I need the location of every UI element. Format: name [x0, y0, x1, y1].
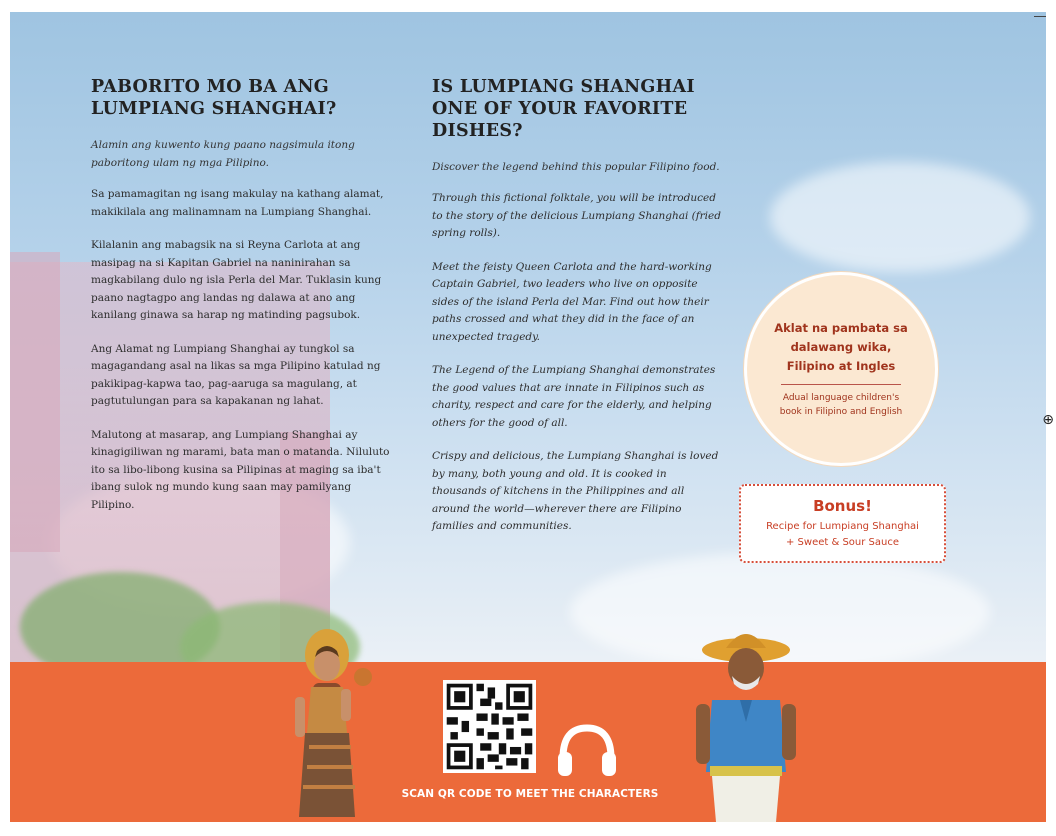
english-paragraph: The Legend of the Lumpiang Shanghai demonstrates the good values that are innate in Filipinos such as charity, respect and care for the elderly, and helping others for the good of all. — [432, 364, 716, 429]
english-paragraph: Through this fictional folktale, you will be introduced to the story of the delicious Lumpiang Shanghai (fried spring rolls). — [432, 192, 721, 239]
filipino-intro: Alamin ang kuwento kung paano nagsimula itong paboritong ulam ng mga Pilipino. — [91, 139, 355, 169]
book-back-cover — [10, 12, 1046, 822]
dual-language-badge — [744, 272, 938, 466]
filipino-title: PABORITO MO BA ANG LUMPIANG SHANGHAI? — [91, 77, 337, 119]
filipino-paragraph: Kilalanin ang mabagsik na si Reyna Carlota at ang masipag na si Kapitan Gabriel na naninirahan sa magkabilang dulo ng isla Perla del Mar. Tuklasin kung paano nagtagpo ang landas ng dalawa at ano ang kanilang ginawa sa harap ng matinding pagsubok. — [91, 239, 382, 321]
english-intro: Discover the legend behind this popular Filipino food. — [432, 161, 720, 173]
filipino-paragraph: Malutong at masarap, ang Lumpiang Shanghai ay kinagigiliwan ng marami, bata man o matanda. Niluluto ito sa libo-libong kusina sa Pilipinas at maging sa iba't ibang sulok ng mundo kung saan may pamilyang Pilipino. — [91, 428, 390, 511]
fort-tower — [10, 252, 60, 552]
crop-mark — [1034, 16, 1046, 17]
headphones-icon — [555, 722, 619, 778]
qr-code[interactable] — [443, 680, 536, 773]
crosshair-icon: ⊕ — [1042, 412, 1054, 428]
qr-code-pattern — [443, 680, 536, 773]
scan-qr-caption: SCAN QR CODE TO MEET THE CHARACTERS — [401, 788, 659, 800]
badge-main-text: Aklat na pambata sa dalawang wika, Filipino at Ingles — [774, 321, 908, 373]
english-paragraph: Crispy and delicious, the Lumpiang Shanghai is loved by many, both young and old. It is cooked in thousands of kitchens in the Philippines and all around the world—wherever there are Filipino families and communities. — [432, 450, 719, 532]
filipino-paragraph: Sa pamamagitan ng isang makulay na kathang alamat, makikilala ang malinamnam na Lumpiang Shanghai. — [91, 188, 384, 218]
badge-divider — [781, 384, 901, 385]
badge-sub-text: Adual language children's book in Filipino and English — [779, 393, 903, 417]
cloud — [770, 162, 1030, 272]
english-paragraph: Meet the feisty Queen Carlota and the hard-working Captain Gabriel, two leaders who live on opposite sides of the island Perla del Mar. Find out how their paths crossed and what they did in the face of an unexpected tragedy. — [432, 260, 712, 343]
bonus-line-1: Recipe for Lumpiang Shanghai — [766, 520, 919, 532]
bonus-box — [739, 484, 946, 563]
bonus-line-2: + Sweet & Sour Sauce — [785, 536, 900, 548]
filipino-column — [91, 76, 391, 530]
filipino-paragraph: Ang Alamat ng Lumpiang Shanghai ay tungkol sa magagandang asal na likas sa mga Pilipino katulad ng pakikipag-kapwa tao, pag-aaruga sa magulang, at pagtutulungan para sa kapakanan ng lahat. — [91, 342, 381, 407]
english-column — [432, 76, 722, 552]
english-title: IS LUMPIANG SHANGHAI ONE OF YOUR FAVORITE DISHES? — [432, 77, 695, 141]
bonus-title: Bonus! — [813, 496, 872, 515]
